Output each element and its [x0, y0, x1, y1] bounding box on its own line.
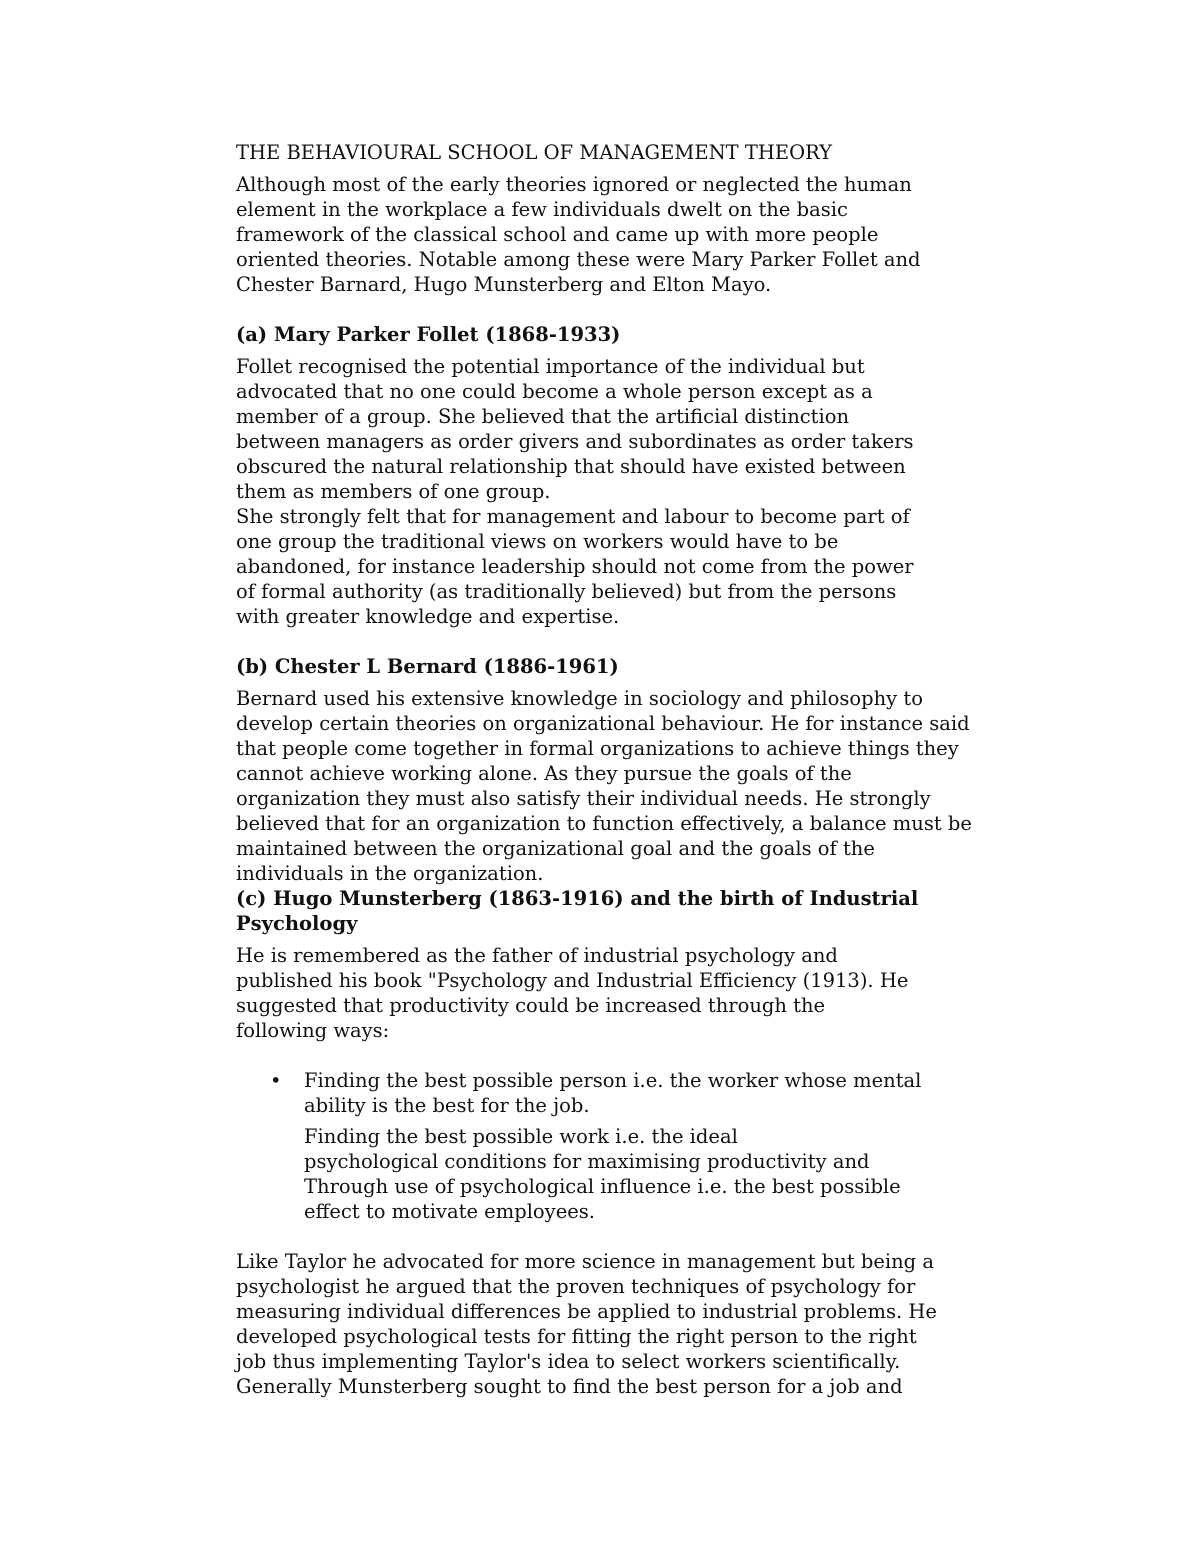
section-c-line: He is remembered as the father of industrial psychology and — [236, 944, 838, 967]
section-b-line: individuals in the organization. — [236, 862, 544, 885]
section-a-paragraph — [236, 354, 1036, 629]
section-a-line: advocated that no one could become a whole person except as a — [236, 380, 873, 403]
section-b-heading: (b) Chester L Bernard (1886-1961) — [236, 655, 619, 678]
closing-line: Like Taylor he advocated for more science in management but being a — [236, 1250, 934, 1273]
list-item-line: ability is the best for the job. — [304, 1094, 590, 1117]
section-c-paragraph — [236, 943, 1036, 1043]
section-a-line: between managers as order givers and subordinates as order takers — [236, 430, 914, 453]
list-item-line: Finding the best possible work i.e. the ideal — [304, 1125, 738, 1148]
productivity-ways-list — [236, 1068, 1036, 1224]
section-b-line: Bernard used his extensive knowledge in sociology and philosophy to — [236, 687, 923, 710]
closing-line: measuring individual differences be applied to industrial problems. He — [236, 1300, 937, 1323]
intro-line: Although most of the early theories ignored or neglected the human — [236, 173, 912, 196]
document-body — [236, 140, 1036, 1399]
section-b-line: believed that for an organization to function effectively, a balance must be — [236, 812, 972, 835]
section-b-line: that people come together in formal organizations to achieve things they — [236, 737, 959, 760]
section-b-line: organization they must also satisfy their individual needs. He strongly — [236, 787, 931, 810]
section-a-line: of formal authority (as traditionally believed) but from the persons — [236, 580, 897, 603]
closing-line: job thus implementing Taylor's idea to select workers scientifically. — [236, 1350, 901, 1373]
list-item — [236, 1174, 1036, 1224]
section-b-line: cannot achieve working alone. As they pursue the goals of the — [236, 762, 852, 785]
section-a-line: with greater knowledge and expertise. — [236, 605, 620, 628]
section-a-line: one group the traditional views on workers would have to be — [236, 530, 839, 553]
section-a-line: She strongly felt that for management and labour to become part of — [236, 505, 910, 528]
intro-line: oriented theories. Notable among these were Mary Parker Follet and — [236, 248, 921, 271]
section-c-heading-line: (c) Hugo Munsterberg (1863-1916) and the birth of Industrial — [236, 887, 919, 910]
closing-line: developed psychological tests for fitting the right person to the right — [236, 1325, 917, 1348]
closing-line: Generally Munsterberg sought to find the best person for a job and — [236, 1375, 903, 1398]
intro-paragraph — [236, 172, 1036, 297]
list-item-line: Finding the best possible person i.e. the worker whose mental — [304, 1069, 922, 1092]
closing-line: psychologist he argued that the proven techniques of psychology for — [236, 1275, 916, 1298]
intro-line: framework of the classical school and came up with more people — [236, 223, 879, 246]
list-item — [236, 1068, 1036, 1118]
section-c-heading-line: Psychology — [236, 912, 358, 935]
section-b-line: maintained between the organizational goal and the goals of the — [236, 837, 875, 860]
section-c-heading — [236, 886, 1036, 936]
section-a-heading: (a) Mary Parker Follet (1868-1933) — [236, 323, 621, 346]
intro-line: Chester Barnard, Hugo Munsterberg and Elton Mayo. — [236, 273, 772, 296]
section-b-paragraph — [236, 686, 1036, 886]
document-title: THE BEHAVIOURAL SCHOOL OF MANAGEMENT THEORY — [236, 141, 833, 164]
section-a-line: obscured the natural relationship that should have existed between — [236, 455, 906, 478]
list-item — [236, 1124, 1036, 1174]
intro-line: element in the workplace a few individuals dwelt on the basic — [236, 198, 848, 221]
list-item-line: psychological conditions for maximising productivity and — [304, 1150, 870, 1173]
section-a-line: abandoned, for instance leadership should not come from the power — [236, 555, 914, 578]
bullet-icon: • — [270, 1069, 282, 1092]
closing-paragraph — [236, 1249, 1036, 1399]
section-c-line: suggested that productivity could be increased through the — [236, 994, 826, 1017]
section-c-line: published his book "Psychology and Industrial Efficiency (1913). He — [236, 969, 909, 992]
section-b-line: develop certain theories on organizational behaviour. He for instance said — [236, 712, 970, 735]
section-c-line: following ways: — [236, 1019, 390, 1042]
list-item-line: effect to motivate employees. — [304, 1200, 595, 1223]
list-item-line: Through use of psychological influence i.e. the best possible — [304, 1175, 901, 1198]
section-a-line: Follet recognised the potential importance of the individual but — [236, 355, 865, 378]
section-a-line: member of a group. She believed that the artificial distinction — [236, 405, 850, 428]
section-a-line: them as members of one group. — [236, 480, 551, 503]
